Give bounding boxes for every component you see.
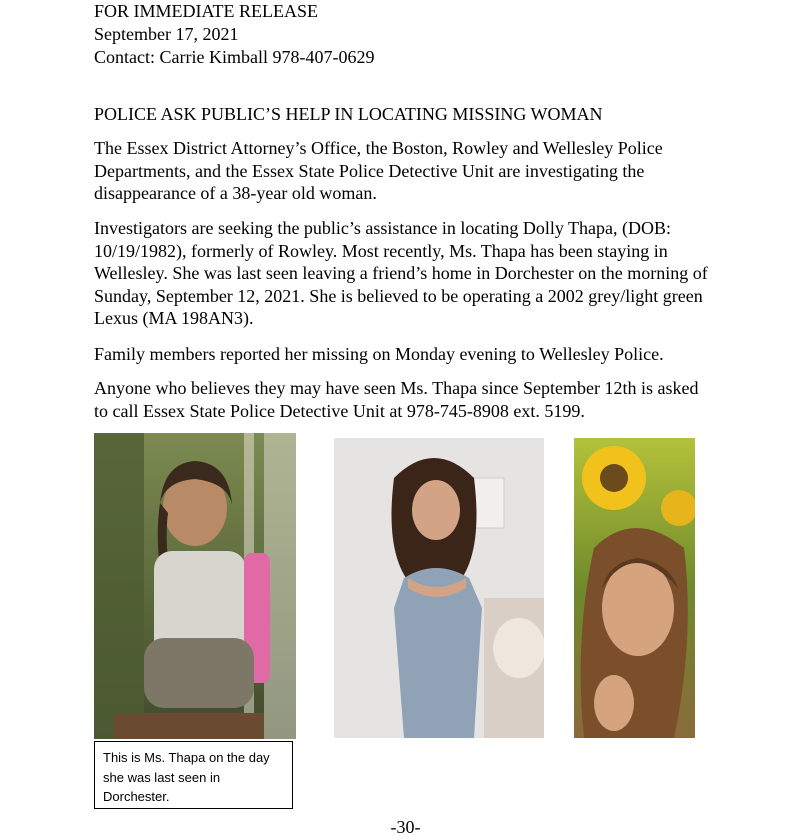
photo-portrait xyxy=(334,438,544,738)
paragraph-reported: Family members reported her missing on Monday evening to Wellesley Police. xyxy=(94,344,664,364)
photo-caption: This is Ms. Thapa on the day she was last seen in Dorchester. xyxy=(94,741,293,809)
paragraph-investigation: The Essex District Attorney’s Office, the Boston, Rowley and Wellesley Police Departments, and the Essex State Police Detective Unit are investigating the disappearance of a 38-year old woman. xyxy=(94,138,663,203)
contact-line: Contact: Carrie Kimball 978-407-0629 xyxy=(94,47,375,67)
headline: POLICE ASK PUBLIC’S HELP IN LOCATING MISSING WOMAN xyxy=(94,104,603,124)
release-date: September 17, 2021 xyxy=(94,24,239,44)
paragraph-details: Investigators are seeking the public’s assistance in locating Dolly Thapa, (DOB: 10/19/1982), formerly of Rowley. Most recently, Ms. Thapa has been staying in Wellesley. She was last seen leaving a friend’s home in Dorchester on the morning of Sunday, September 12, 2021. She is believed to be operating a 2002 grey/light green Lexus (MA 198AN3). xyxy=(94,218,708,328)
paragraph-contact-info: Anyone who believes they may have seen Ms. Thapa since September 12th is asked to call Essex State Police Detective Unit at 978-745-8908 ext. 5199. xyxy=(94,378,699,421)
photo-sunflowers xyxy=(574,438,695,738)
release-label: FOR IMMEDIATE RELEASE xyxy=(94,1,318,21)
release-header xyxy=(94,0,374,69)
page-number: -30- xyxy=(390,817,421,837)
photo-last-seen xyxy=(94,433,296,739)
